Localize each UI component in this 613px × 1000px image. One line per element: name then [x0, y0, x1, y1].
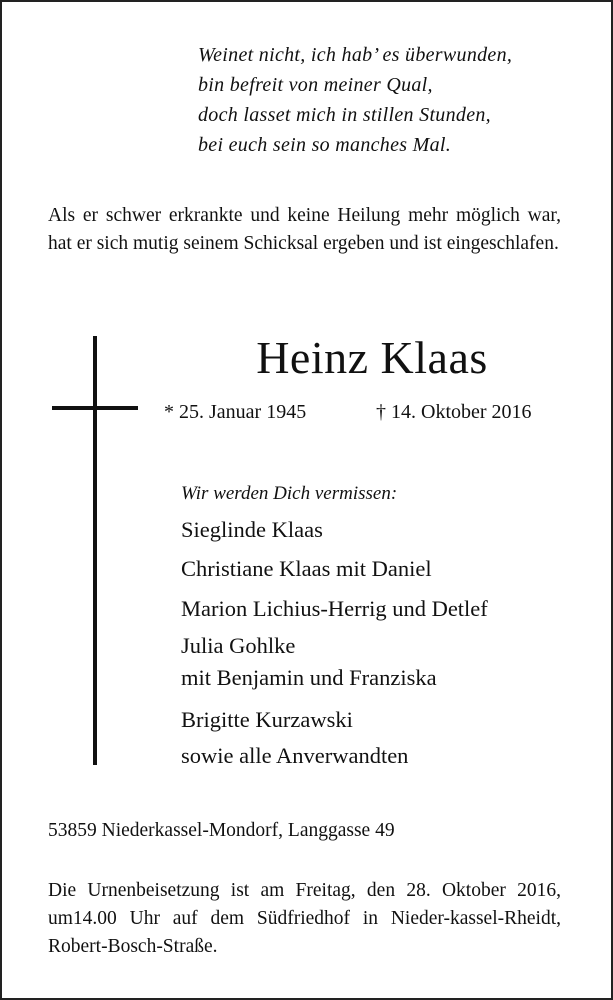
address: 53859 Niederkassel-Mondorf, Langgasse 49	[48, 820, 395, 841]
deceased-name: Heinz Klaas	[256, 332, 488, 383]
cross-icon-bar	[52, 406, 138, 410]
death-date: † 14. Oktober 2016	[376, 401, 532, 423]
mourner-name: Christiane Klaas mit Daniel	[181, 556, 432, 581]
poem-line: Weinet nicht, ich hab’ es überwunden,	[198, 44, 513, 66]
mourner-name: mit Benjamin und Franziska	[181, 665, 437, 690]
mourner-name: sowie alle Anverwandten	[181, 743, 409, 768]
mourner-name: Brigitte Kurzawski	[181, 707, 353, 732]
mourner-name: Marion Lichius-Herrig und Detlef	[181, 596, 488, 621]
funeral-info: Die Urnenbeisetzung ist am Freitag, den 28. Oktober 2016, um14.00 Uhr auf dem Südfriedhof in Nieder-kassel-Rheidt, Robert-Bosch-Straße.	[48, 880, 561, 957]
mourners-heading: Wir werden Dich vermissen:	[181, 483, 398, 504]
cross-icon	[93, 336, 97, 765]
poem-line: bei euch sein so manches Mal.	[198, 134, 452, 156]
poem	[198, 40, 578, 160]
mourner-name: Julia Gohlke	[181, 633, 296, 658]
poem-line: bin befreit von meiner Qual,	[198, 74, 433, 96]
birth-date: * 25. Januar 1945	[164, 401, 307, 423]
poem-line: doch lasset mich in stillen Stunden,	[198, 104, 491, 126]
intro-text: Als er schwer erkrankte und keine Heilung mehr möglich war, hat er sich mutig seinem Schicksal ergeben und ist eingeschlafen.	[48, 205, 561, 254]
mourner-name: Sieglinde Klaas	[181, 517, 323, 542]
